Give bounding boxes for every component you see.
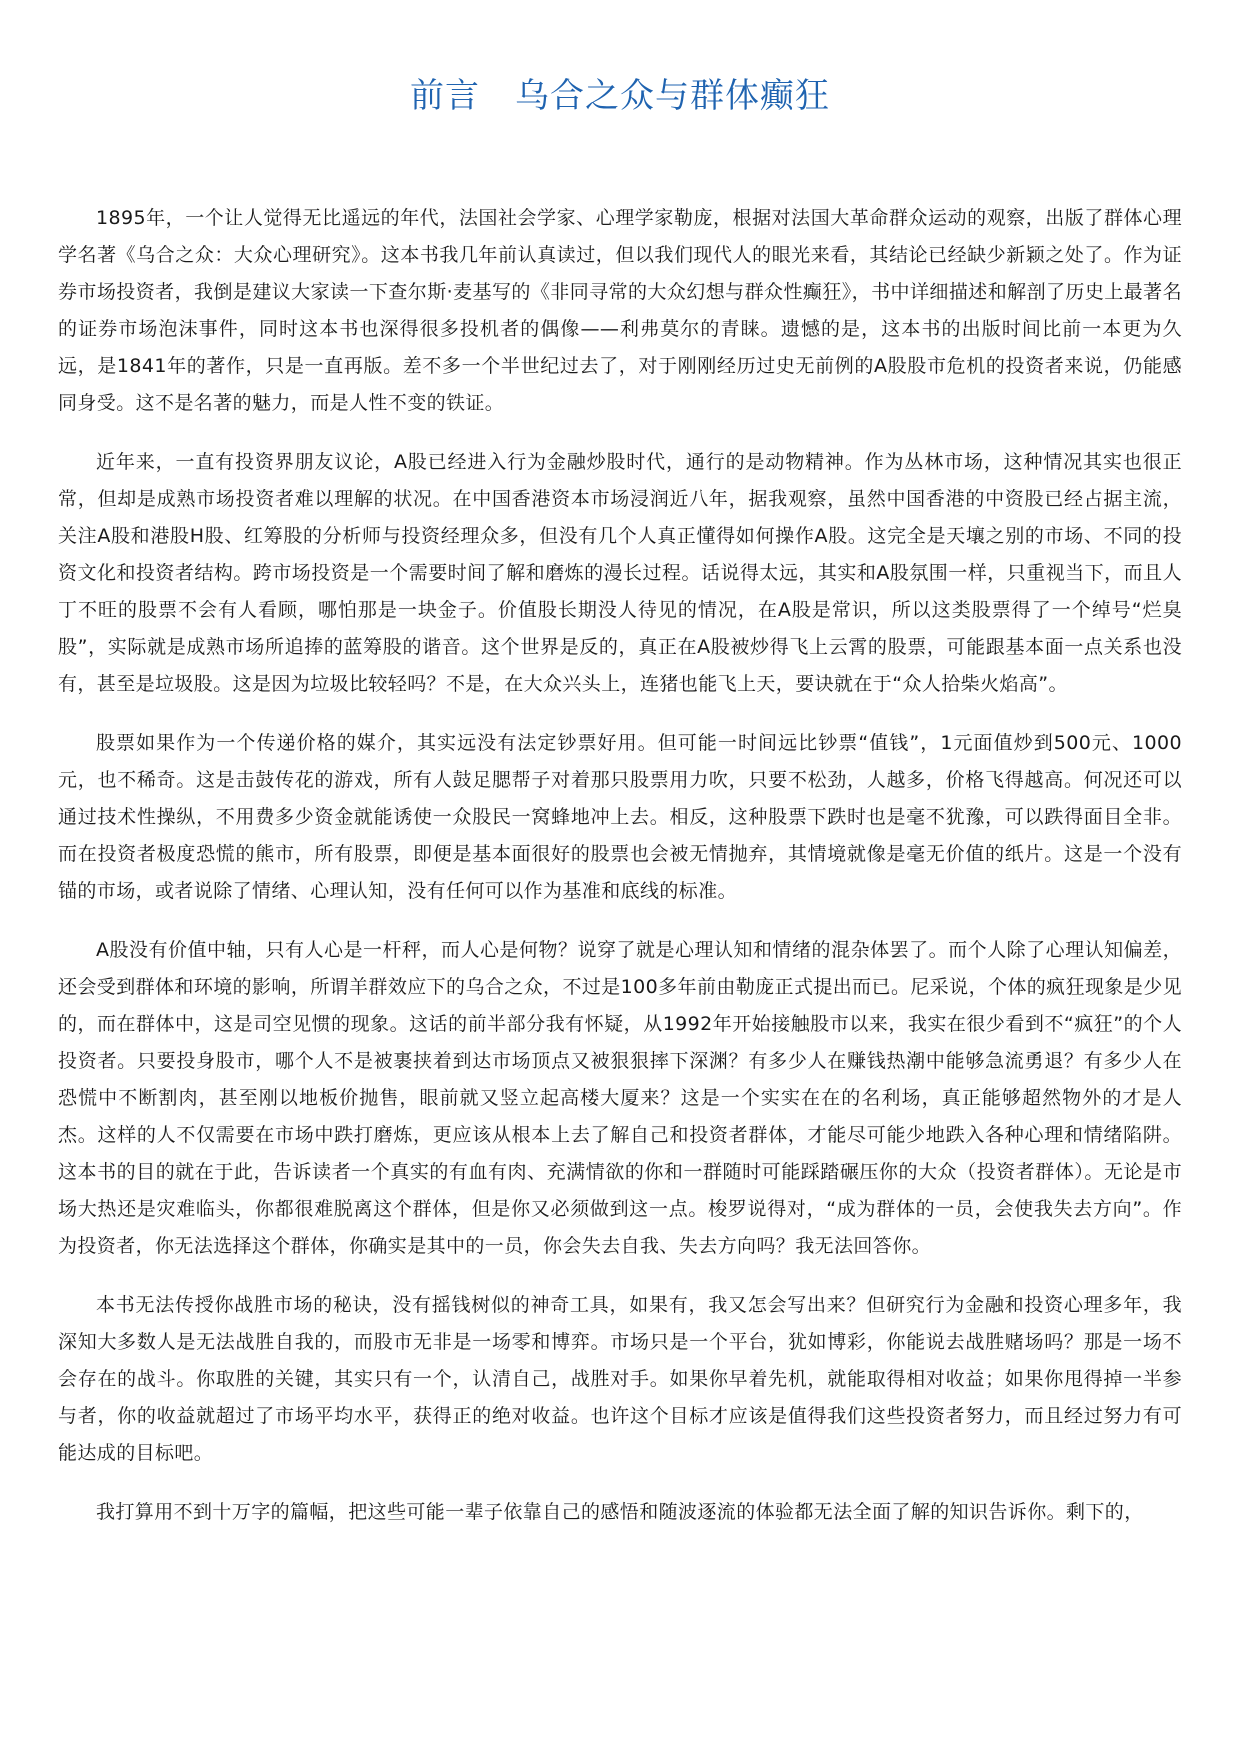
- paragraph: 我打算用不到十万字的篇幅，把这些可能一辈子依靠自己的感悟和随波逐流的体验都无法全面了解的知识告诉你。剩下的，: [96, 1501, 1144, 1523]
- page-title: 前言 乌合之众与群体癫狂: [410, 76, 830, 116]
- paragraph: 近年来，一直有投资界朋友议论，A股已经进入行为金融炒股时代，通行的是动物精神。作为丛林市场，这种情况其实也很正常，但却是成熟市场投资者难以理解的状况。在中国香港资本市场浸润近八年，据我观察，虽然中国香港的中资股已经占据主流，关注A股和港股H股、红筹股的分析师与投资经理众多，但没有几个人真正懂得如何操作A股。这完全是天壤之别的市场、不同的投资文化和投资者结构。跨市场投资是一个需要时间了解和磨炼的漫长过程。话说得太远，其实和A股氛围一样，只重视当下，而且人丁不旺的股票不会有人看顾，哪怕那是一块金子。价值股长期没人待见的情况，在A股是常识，所以这类股票得了一个绰号“烂臭股”，实际就是成熟市场所追捧的蓝筹股的谐音。这个世界是反的，真正在A股被炒得飞上云霄的股票，可能跟基本面一点关系也没有，甚至是垃圾股。这是因为垃圾比较轻吗？不是，在大众兴头上，连猪也能飞上天，要诀就在于“众人拾柴火焰高”。: [58, 451, 1182, 695]
- paragraph: 1895年，一个让人觉得无比遥远的年代，法国社会学家、心理学家勒庞，根据对法国大革命群众运动的观察，出版了群体心理学名著《乌合之众：大众心理研究》。这本书我几年前认真读过，但以我们现代人的眼光来看，其结论已经缺少新颖之处了。作为证券市场投资者，我倒是建议大家读一下查尔斯·麦基写的《非同寻常的大众幻想与群众性癫狂》，书中详细描述和解剖了历史上最著名的证券市场泡沫事件，同时这本书也深得很多投机者的偶像——利弗莫尔的青睐。遗憾的是，这本书的出版时间比前一本更为久远，是1841年的著作，只是一直再版。差不多一个半世纪过去了，对于刚刚经历过史无前例的A股股市危机的投资者来说，仍能感同身受。这不是名著的魅力，而是人性不变的铁证。: [58, 207, 1182, 414]
- paragraph: 本书无法传授你战胜市场的秘诀，没有摇钱树似的神奇工具，如果有，我又怎会写出来？但研究行为金融和投资心理多年，我深知大多数人是无法战胜自我的，而股市无非是一场零和博弈。市场只是一个平台，犹如博彩，你能说去战胜赌场吗？那是一场不会存在的战斗。你取胜的关键，其实只有一个，认清自己，战胜对手。如果你早着先机，就能取得相对收益；如果你甩得掉一半参与者，你的收益就超过了市场平均水平，获得正的绝对收益。也许这个目标才应该是值得我们这些投资者努力，而且经过努力有可能达成的目标吧。: [58, 1294, 1182, 1464]
- paragraph: 股票如果作为一个传递价格的媒介，其实远没有法定钞票好用。但可能一时间远比钞票“值钱”，1元面值炒到500元、1000元，也不稀奇。这是击鼓传花的游戏，所有人鼓足腮帮子对着那只股票用力吹，只要不松劲，人越多，价格飞得越高。何况还可以通过技术性操纵，不用费多少资金就能诱使一众股民一窝蜂地冲上去。相反，这种股票下跌时也是毫不犹豫，可以跌得面目全非。而在投资者极度恐慌的熊市，所有股票，即便是基本面很好的股票也会被无情抛弃，其情境就像是毫无价值的纸片。这是一个没有锚的市场，或者说除了情绪、心理认知，没有任何可以作为基准和底线的标准。: [58, 732, 1182, 902]
- document-body: [58, 200, 1182, 1531]
- paragraph: A股没有价值中轴，只有人心是一杆秤，而人心是何物？说穿了就是心理认知和情绪的混杂体罢了。而个人除了心理认知偏差，还会受到群体和环境的影响，所谓羊群效应下的乌合之众，不过是100多年前由勒庞正式提出而已。尼采说，个体的疯狂现象是少见的，而在群体中，这是司空见惯的现象。这话的前半部分我有怀疑，从1992年开始接触股市以来，我实在很少看到不“疯狂”的个人投资者。只要投身股市，哪个人不是被裹挟着到达市场顶点又被狠狠摔下深渊？有多少人在赚钱热潮中能够急流勇退？有多少人在恐慌中不断割肉，甚至刚以地板价抛售，眼前就又竖立起高楼大厦来？这是一个实实在在的名利场，真正能够超然物外的才是人杰。这样的人不仅需要在市场中跌打磨炼，更应该从根本上去了解自己和投资者群体，才能尽可能少地跌入各种心理和情绪陷阱。这本书的目的就在于此，告诉读者一个真实的有血有肉、充满情欲的你和一群随时可能踩踏碾压你的大众（投资者群体）。无论是市场大热还是灾难临头，你都很难脱离这个群体，但是你又必须做到这一点。梭罗说得对，“成为群体的一员，会使我失去方向”。作为投资者，你无法选择这个群体，你确实是其中的一员，你会失去自我、失去方向吗？我无法回答你。: [58, 939, 1182, 1257]
